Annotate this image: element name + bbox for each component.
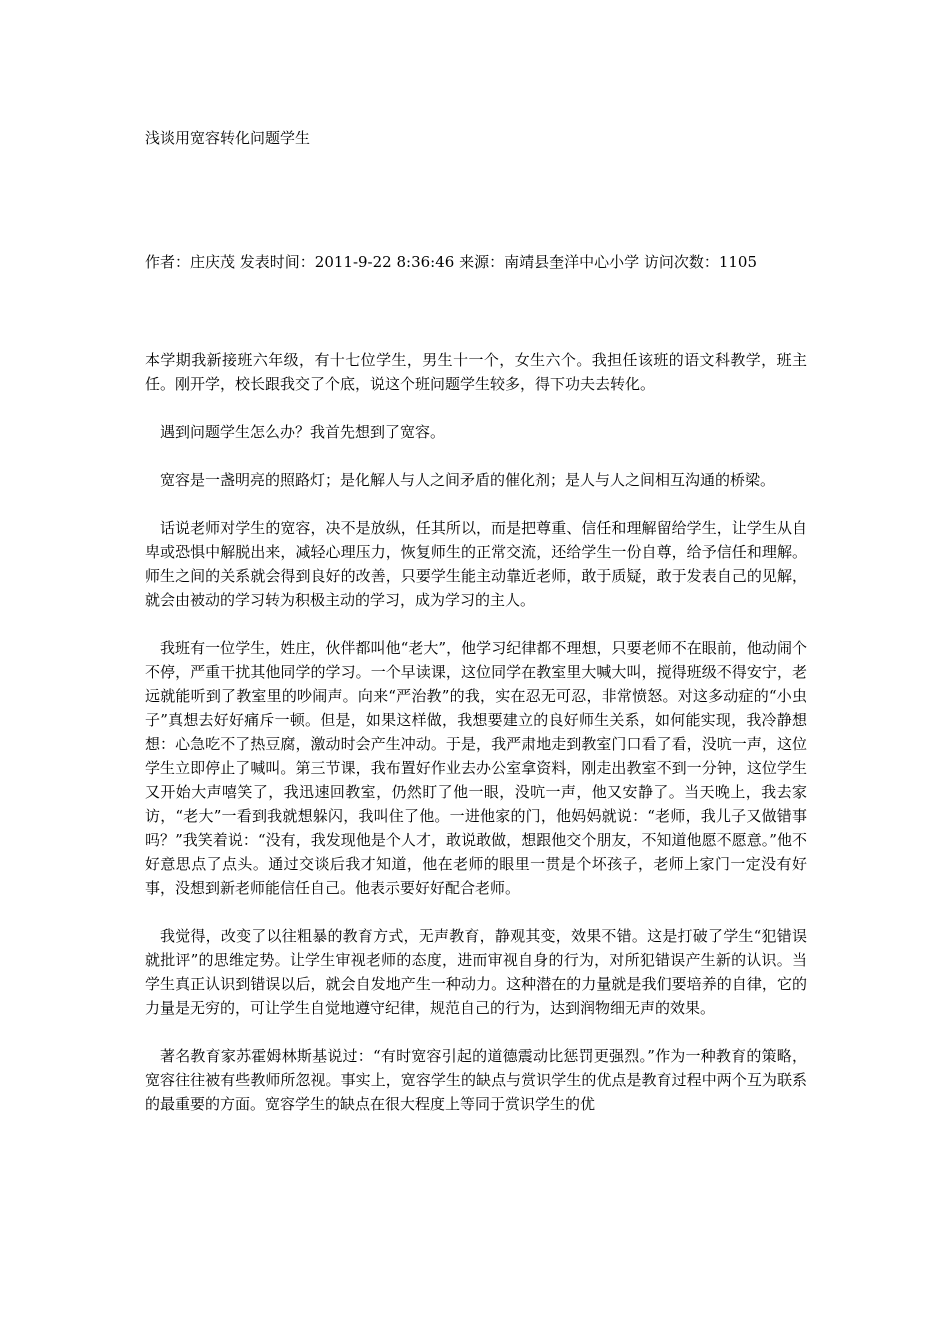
article-body (145, 348, 807, 1140)
paragraph: 话说老师对学生的宽容，决不是放纵，任其所以，而是把尊重、信任和理解留给学生，让学生从自卑或恐惧中解脱出来，减轻心理压力，恢复师生的正常交流，还给学生一份自尊，给予信任和理解。师生之间的关系就会得到良好的改善，只要学生能主动靠近老师，敢于质疑，敢于发表自己的见解，就会由被动的学习转为积极主动的学习，成为学习的主人。 (145, 519, 807, 609)
article-meta: 作者：庄庆茂 发表时间：2011-9-22 8:36:46 来源：南靖县奎洋中心小学 访问次数：1105 (145, 253, 758, 271)
document-title: 浅谈用宽容转化问题学生 (145, 129, 311, 147)
paragraph: 遇到问题学生怎么办？我首先想到了宽容。 (160, 423, 446, 441)
paragraph: 宽容是一盏明亮的照路灯；是化解人与人之间矛盾的催化剂；是人与人之间相互沟通的桥梁。 (160, 471, 776, 489)
paragraph: 本学期我新接班六年级，有十七位学生，男生十一个，女生六个。我担任该班的语文科教学，班主任。刚开学，校长跟我交了个底，说这个班问题学生较多，得下功夫去转化。 (145, 351, 807, 393)
paragraph: 著名教育家苏霍姆林斯基说过：“有时宽容引起的道德震动比惩罚更强烈。”作为一种教育的策略，宽容往往被有些教师所忽视。事实上，宽容学生的缺点与赏识学生的优点是教育过程中两个互为联系的最重要的方面。宽容学生的缺点在很大程度上等同于赏识学生的优 (145, 1047, 807, 1113)
paragraph: 我班有一位学生，姓庄，伙伴都叫他“老大”，他学习纪律都不理想，只要老师不在眼前，他动闹个不停，严重干扰其他同学的学习。一个早读课，这位同学在教室里大喊大叫，搅得班级不得安宁，老远就能听到了教室里的吵闹声。向来“严治教”的我，实在忍无可忍，非常愤怒。对这多动症的“小虫子”真想去好好痛斥一顿。但是，如果这样做，我想要建立的良好师生关系，如何能实现，我冷静想想：心急吃不了热豆腐，激动时会产生冲动。于是，我严肃地走到教室门口看了看，没吭一声，这位学生立即停止了喊叫。第三节课，我布置好作业去办公室拿资料，刚走出教室不到一分钟，这位学生又开始大声嘻笑了，我迅速回教室，仍然盯了他一眼，没吭一声，他又安静了。当天晚上，我去家访，“老大”一看到我就想躲闪，我叫住了他。一进他家的门，他妈妈就说：“老师，我儿子又做错事吗？”我笑着说：“没有，我发现他是个人才，敢说敢做，想跟他交个朋友，不知道他愿不愿意。”他不好意思点了点头。通过交谈后我才知道，他在老师的眼里一贯是个坏孩子，老师上家门一定没有好事，没想到新老师能信任自己。他表示要好好配合老师。 (145, 639, 807, 897)
paragraph: 我觉得，改变了以往粗暴的教育方式，无声教育，静观其变，效果不错。这是打破了学生“犯错误就批评”的思维定势。让学生审视老师的态度，进而审视自身的行为，对所犯错误产生新的认识。当学生真正认识到错误以后，就会自发地产生一种动力。这种潜在的力量就是我们要培养的自律，它的力量是无穷的，可让学生自觉地遵守纪律，规范自己的行为，达到润物细无声的效果。 (145, 927, 807, 1017)
